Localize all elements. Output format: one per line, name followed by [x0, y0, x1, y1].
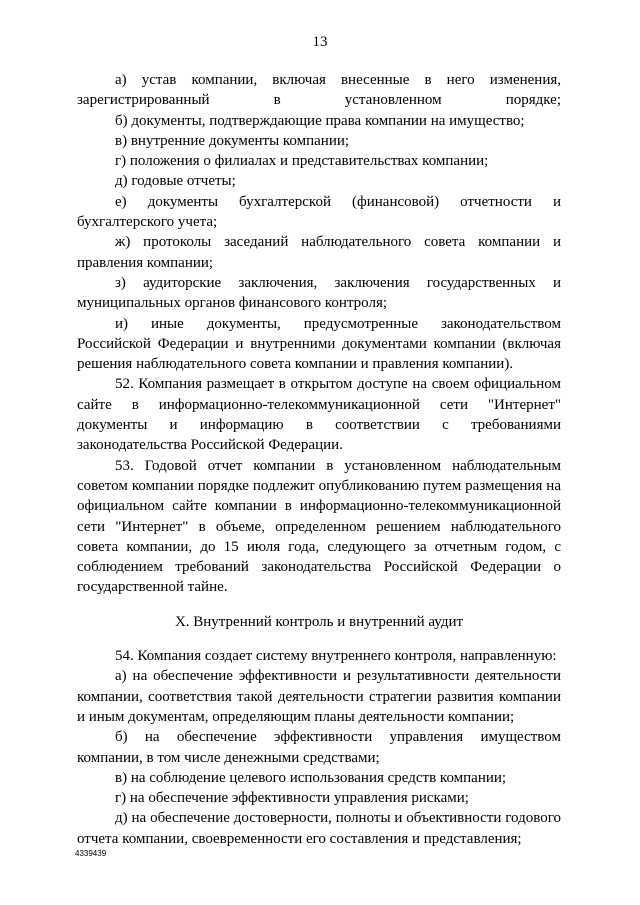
list-item-d-annual-reports: д) годовые отчеты; — [115, 173, 236, 190]
list-item-z-audit-reports: з) аудиторские заключения, заключения государственных и муниципальных органов финансового контроля; — [77, 274, 561, 312]
list-item-v-internal-documents: в) внутренние документы компании; — [115, 132, 350, 149]
list-item-g-branch-regulations: г) положения о филиалах и представительствах компании; — [115, 153, 489, 170]
list-item-g-risk-management: г) на обеспечение эффективности управления рисками; — [115, 790, 469, 807]
paragraph-52: 52. Компания размещает в открытом доступе на своем официальном сайте в информационно-телекоммуникационной сети "Интернет" документы и информацию в соответствии с требованиями законодательства Российской Федерации. — [77, 376, 561, 454]
list-item-b-property-management: б) на обеспечение эффективности управления имуществом компании, в том числе денежными средствами; — [77, 729, 561, 766]
section-heading: X. Внутренний контроль и внутренний аудит — [174, 613, 464, 630]
list-item-a-charter: а) устав компании, включая внесенные в него изменения, зарегистрированный в установленном порядке; — [77, 72, 561, 109]
list-item-d-report-reliability: д) на обеспечение достоверности, полноты и объективности годового отчета компании, своевременности его составления и представления; — [77, 810, 561, 847]
list-item-e-accounting-documents: е) документы бухгалтерской (финансовой) отчетности и бухгалтерского учета; — [77, 193, 561, 231]
page-number: 13 — [312, 34, 328, 50]
list-item-b-property-documents: б) документы, подтверждающие права компании на имущество; — [115, 112, 525, 129]
list-item-i-other-documents: и) иные документы, предусмотренные законодательством Российской Федерации и внутренними документами компании (включая решения наблюдательного совета компании и правления компании). — [77, 315, 561, 373]
document-code: 4339439 — [75, 849, 107, 858]
paragraph-53: 53. Годовой отчет компании в установленном наблюдательным советом компании порядке подлежит опубликованию путем размещения на официальном сайте компании в информационно-телекоммуникационной сети "Интернет" в объеме, определенном решением наблюдательного совета компании, до 15 июля года, следующего за отчетным годом, с соблюдением требований законодательства Российской Федерации о государственной тайне. — [77, 457, 561, 596]
document-body — [77, 70, 561, 849]
list-item-zh-meeting-minutes: ж) протоколы заседаний наблюдательного совета компании и правления компании; — [77, 234, 561, 271]
list-item-a-efficiency: а) на обеспечение эффективности и результативности деятельности компании, соответствия такой деятельности стратегии развития компании и иным документам, определяющим планы деятельности компании; — [77, 668, 561, 725]
list-item-v-targeted-use: в) на соблюдение целевого использования средств компании; — [115, 769, 507, 786]
paragraph-54: 54. Компания создает систему внутреннего контроля, направленную: — [115, 648, 557, 665]
